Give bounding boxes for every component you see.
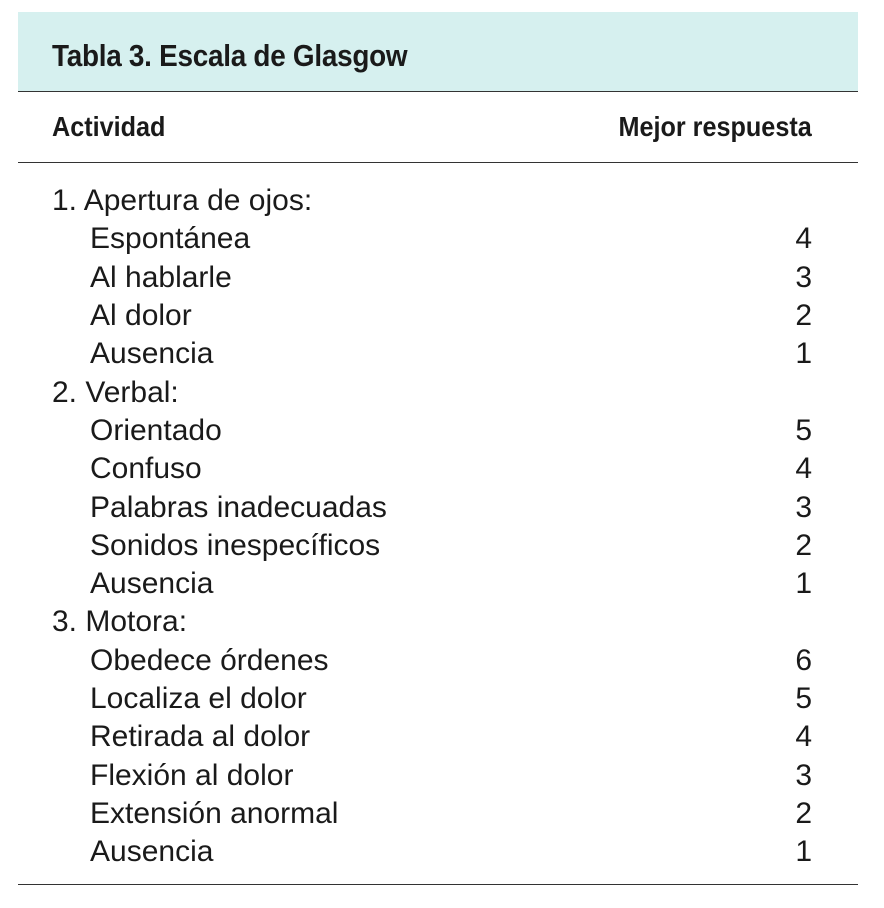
section-row	[18, 182, 858, 220]
response-label: Sonidos inespecíficos	[90, 528, 381, 562]
response-label: Orientado	[90, 413, 222, 447]
response-label: Flexión al dolor	[90, 758, 294, 792]
table-row	[18, 527, 858, 565]
response-score: 3	[795, 260, 812, 294]
response-label: Ausencia	[90, 567, 214, 601]
table-row	[18, 642, 858, 680]
response-label: Confuso	[90, 452, 202, 486]
response-score: 1	[795, 337, 812, 371]
response-score: 4	[795, 720, 812, 754]
response-score: 6	[795, 643, 812, 677]
section-label: 1. Apertura de ojos:	[52, 184, 313, 218]
table-row	[18, 220, 858, 258]
response-label: Ausencia	[90, 337, 214, 371]
table-row	[18, 718, 858, 756]
response-score: 2	[795, 299, 812, 333]
response-score: 1	[795, 835, 812, 869]
response-score: 2	[795, 528, 812, 562]
section-row	[18, 373, 858, 411]
response-score: 2	[795, 796, 812, 830]
response-label: Palabras inadecuadas	[90, 490, 387, 524]
table-row	[18, 833, 858, 871]
table-row	[18, 335, 858, 373]
response-label: Localiza el dolor	[90, 682, 307, 715]
glasgow-table	[18, 12, 858, 885]
table-row	[18, 450, 858, 488]
column-header-activity: Actividad	[52, 111, 166, 142]
table-row	[18, 756, 858, 794]
table-title-bar	[18, 12, 858, 92]
response-score: 3	[795, 758, 812, 792]
response-score: 1	[795, 567, 812, 601]
section-label: 3. Motora:	[52, 605, 188, 639]
table-header-row	[18, 92, 858, 163]
section-label: 2. Verbal:	[52, 375, 179, 409]
table-row	[18, 680, 858, 718]
table-row	[18, 488, 858, 526]
response-label: Ausencia	[90, 835, 214, 869]
table-row	[18, 565, 858, 603]
response-score: 4	[795, 222, 812, 256]
table-title: Tabla 3. Escala de Glasgow	[52, 37, 408, 73]
response-label: Retirada al dolor	[90, 720, 311, 754]
response-score: 3	[795, 490, 812, 524]
response-label: Espontánea	[90, 222, 251, 256]
response-label: Al hablarle	[90, 260, 232, 294]
response-score: 4	[795, 452, 812, 486]
table-row	[18, 795, 858, 833]
response-label: Al dolor	[90, 299, 192, 333]
response-label: Obedece órdenes	[90, 643, 329, 677]
response-score: 5	[795, 682, 812, 715]
table-row	[18, 412, 858, 450]
table-row	[18, 297, 858, 335]
response-label: Extensión anormal	[90, 796, 339, 830]
response-score: 5	[795, 413, 812, 447]
column-header-best-response: Mejor respuesta	[618, 111, 812, 142]
table-row	[18, 259, 858, 297]
section-row	[18, 603, 858, 641]
table-body	[18, 163, 858, 885]
